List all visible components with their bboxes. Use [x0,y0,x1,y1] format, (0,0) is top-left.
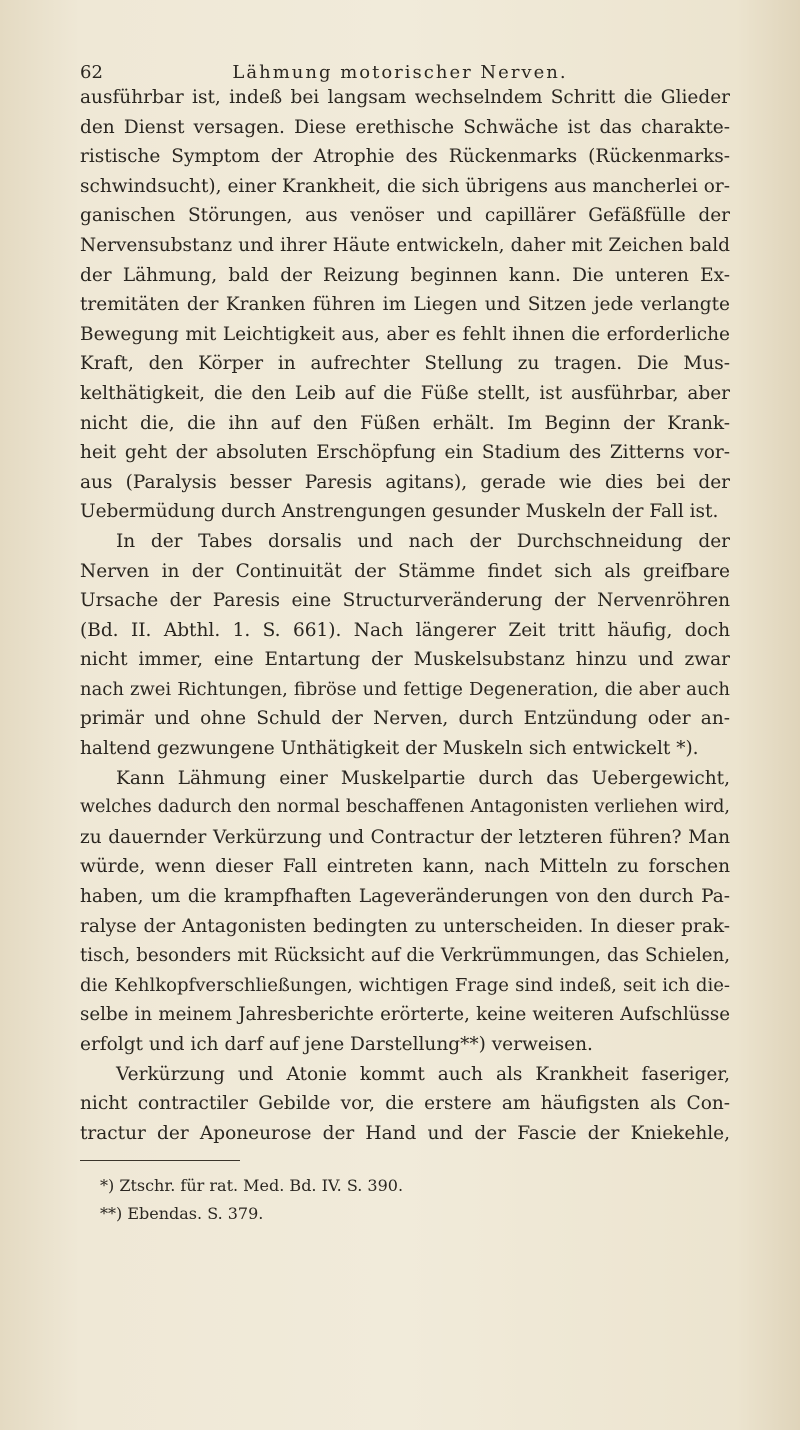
text-line: nach zwei Richtungen, fibröse und fettige Degeneration, die aber auch [80,678,730,700]
text-line: tisch, besonders mit Rücksicht auf die Verkrümmungen, das Schielen, [80,945,730,967]
text-line: der Lähmung, bald der Reizung beginnen kann. Die unteren Ex- [80,264,730,286]
footnote-divider [80,1160,240,1161]
text-line: Uebermüdung durch Anstrengungen gesunder Muskeln der Fall ist. [80,501,719,523]
text-line: würde, wenn dieser Fall eintreten kann, nach Mitteln zu forschen [80,856,730,878]
text-line: die Kehlkopfverschließungen, wichtigen Frage sind indeß, seit ich die- [80,974,730,996]
text-line: Kraft, den Körper in aufrechter Stellung zu tragen. Die Mus- [80,353,730,375]
page-number: 62 [80,62,103,83]
text-line: haltend gezwungene Unthätigkeit der Muskeln sich entwickelt *). [80,738,699,760]
text-line: ganischen Störungen, aus venöser und capillärer Gefäßfülle der [80,205,730,227]
text-line: (Bd. II. Abthl. 1. S. 661). Nach längerer Zeit tritt häufig, doch [80,619,730,641]
text-line: kelthätigkeit, die den Leib auf die Füße stellt, ist ausführbar, aber [80,382,730,404]
text-line: In der Tabes dorsalis und nach der Durchschneidung der [116,530,730,552]
text-line: erfolgt und ich darf auf jene Darstellung**) verweisen. [80,1034,593,1055]
text-line: nicht contractiler Gebilde vor, die erstere am häufigsten als Con- [80,1093,730,1115]
text-line: haben, um die krampfhaften Lageveränderungen von den durch Pa- [80,886,730,908]
footnote: **) Ebendas. S. 379. [100,1204,264,1223]
text-line: nicht die, die ihn auf den Füßen erhält. Im Beginn der Krank- [80,412,730,434]
text-line: tremitäten der Kranken führen im Liegen und Sitzen jede verlangte [80,294,730,316]
text-line: Ursache der Paresis eine Structurveränderung der Nervenröhren [80,590,730,612]
text-line: ristische Symptom der Atrophie des Rückenmarks (Rückenmarks- [80,146,730,168]
text-line: zu dauernder Verkürzung und Contractur der letzteren führen? Man [80,826,730,848]
text-line: nicht immer, eine Entartung der Muskelsubstanz hinzu und zwar [80,649,730,671]
text-line: tractur der Aponeurose der Hand und der Fascie der Kniekehle, [80,1122,730,1144]
text-line: heit geht der absoluten Erschöpfung ein Stadium des Zitterns vor- [80,442,730,464]
text-line: primär und ohne Schuld der Nerven, durch Entzündung oder an- [80,708,730,730]
text-line: den Dienst versagen. Diese erethische Schwäche ist das charakte- [80,116,730,138]
footnote: *) Ztschr. für rat. Med. Bd. IV. S. 390. [100,1176,404,1195]
text-line: selbe in meinem Jahresberichte erörterte, keine weiteren Aufschlüsse [80,1004,730,1026]
running-title: Lähmung motorischer Nerven. [232,62,568,83]
text-line: Nervensubstanz und ihrer Häute entwickeln, daher mit Zeichen bald [80,234,730,256]
text-line: aus (Paralysis besser Paresis agitans), gerade wie dies bei der [80,471,730,493]
footnotes [100,1172,700,1228]
text-line: Bewegung mit Leichtigkeit aus, aber es fehlt ihnen die erforderliche [80,323,730,345]
text-line: ralyse der Antagonisten bedingten zu unterscheiden. In dieser prak- [80,915,730,937]
text-line: welches dadurch den normal beschaffenen Antagonisten verliehen wird, [80,797,730,818]
text-line: ausführbar ist, indeß bei langsam wechselndem Schritt die Glieder [80,87,730,108]
text-line: Verkürzung und Atonie kommt auch als Krankheit faseriger, [116,1063,730,1085]
text-line: Kann Lähmung einer Muskelpartie durch das Uebergewicht, [116,767,730,789]
text-line: schwindsucht), einer Krankheit, die sich übrigens aus mancherlei or- [80,175,730,197]
text-line: Nerven in der Continuität der Stämme findet sich als greifbare [80,560,730,582]
body-text [80,83,730,1148]
